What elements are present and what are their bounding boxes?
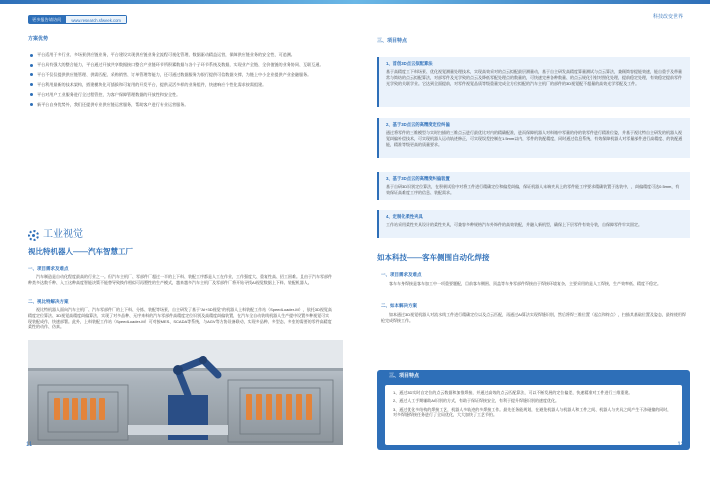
list-item: 平台对用户工业服务进行全过程管控，为客户保障管理数据的开放性和安全性。	[28, 92, 328, 98]
top-color-bar	[0, 0, 355, 4]
list-item: 1、通过3D实时自定位的点云数据和加推焊接，并通过高效的点云匹配算法，可以不断发展的定位偏差，快速精准对工件进行三维重建。	[393, 390, 633, 395]
feature-card-body: 基于自研3D识别定位算法，在积极试验中对将工件进行精确定位和偏差纠偏，保证机器人末端夹具上的零件能工序要求精确装置于选装中，，纠偏精度可达0.5mm，有效保证高难度工序的信息、装配需求。	[386, 184, 680, 196]
feature-card-title: 2、基于3D点云的高精度定位纠偏	[386, 122, 450, 127]
subheading-solution: 二、视比特解决方案	[28, 299, 69, 304]
list-item: 平台具有强大的整合能力，平台通过开放共享数据接口整合产业链环节所积累数据与各个子环节系统及数据，实现业产全链、全价值链的业务协同、互联互通。	[28, 62, 328, 68]
feature-card-body: 通过将零件的三维模型与实时扫描的三维点云进行最优比对内的精确配准，进而保障机器人对料箱中零量的待的装零件进行精准位姿，并基于视比特自主研发的机器人视觉纠偏补偿技术，可实现机器人运动轨迹修正，可实现误差控制在1.5mm以内，零件的装配精度，同时通过信息系统，有效保障机器人对零量部件进行高精度、的装配通能，精准等级更高的质量要求。	[386, 130, 683, 147]
case-title-left: 视比特机器人——汽车智慧工厂	[28, 247, 133, 256]
page-number-right: 12	[677, 442, 684, 449]
paragraph-solution: 视比特机器人面向汽车主机厂、汽车零部件厂的上下料、分拣、装配等场景，自主研发了基于"AI+3D视觉"的机器人上料装配工作站（SpeedLoader-M），依托3D视觉高精度定位算法、3D视觉高精度纠偏算法，实现了对多品种、无序来料的汽车零部件高精度定位识别及高精度纠偏装置，在汽车全自动装线机器人生产提中设置多种视觉可实现装配成作，快速部署。此外，上料装配工作站（SpeedLoader-M）可对接MES、SCADA等系统，与AGV等方协设备联动，实现多品种、多型态、多室的需要的零件高精度柔性的动作、仿真。	[28, 307, 332, 330]
list-item: 平台不仅仅提供供应链管理、供需匹配、采购销售、订单管理等能力，还可通过数据服务为银行提供可信数据支撑，为链上中小企业提供产业金融服务。	[28, 72, 328, 78]
industry-title: 工业视觉	[43, 229, 83, 240]
factory-illustration	[28, 340, 343, 445]
features-panel	[377, 370, 690, 450]
factory-robot-photo	[28, 340, 343, 445]
feature-card	[377, 118, 690, 158]
url-link[interactable]: www.research.sfweek.com	[65, 15, 127, 24]
subheading-needs: 一、项目需求及难点	[28, 266, 69, 271]
features-panel-body	[385, 385, 682, 445]
feature-card-body: 工作站采用柔性夹具设计的柔性夹具，可兼容多种规格汽车外饰件的高效装配，并融入新机型，确保上下层零件有效分装，自保障零件牢实固定。	[386, 222, 642, 228]
paragraph-needs: 客车车身焊接是客车加工中一项重要题配，目前客车侧围、顶盖等车身零部件焊接由于焊接环境复杂，主要采用的是人工焊接，生产效率低、精度不稳定。	[389, 281, 661, 286]
feature-card-title: 4、定制化柔性夹具	[386, 214, 423, 219]
subheading-solution: 二、如本解决方案	[381, 303, 417, 308]
list-item: 平台利用最新的技术架构，搭建模块化可插拔和可复用的开发平台，提供灵活多样的业务组件，快速响应个性化需求按需组建。	[28, 82, 328, 88]
page-number-left: 11	[26, 442, 33, 449]
case-title-right: 如本科技——客车侧围自动化焊接	[377, 253, 490, 262]
section-title-features: 三、项目特点	[377, 38, 408, 44]
brand-slogan: 科技改变世界	[652, 14, 683, 20]
list-item: 2、通过人工手期辅助AI识别的方式，有助于保证焊接安全，有利于提升焊缝识别的速度优化。	[393, 398, 560, 404]
feature-card-title: 3、基于3D点云的高精度纠偏装置	[386, 176, 450, 181]
subheading-needs: 一、项目需求及难点	[381, 272, 422, 277]
advantages-list	[28, 52, 328, 112]
report-url-badge[interactable]	[28, 15, 127, 24]
feature-card	[377, 172, 690, 200]
list-item: 3、通过优化多结构的焊接工艺，机器人多轨迹的多焊接工作。最先任务能规划，在避免机器人与机器人和工件之间、机器人与夹具之间产生干涉碰撞的同时，对多焊缝焊接任务进行了全局优化，大大加快了工艺节拍。	[393, 406, 672, 418]
feature-card-title: 1、首创3D点云拟配算法	[386, 61, 433, 66]
gear-icon	[28, 230, 39, 241]
url-badge-label: 更多报告请访问	[28, 15, 65, 24]
feature-card	[377, 210, 690, 238]
top-color-bar	[355, 0, 710, 4]
feature-card-body: 基于高精度工下料场景、优化视觉测量处理技术，实现高效采对的点云拟配最层测量动，基于自主研发高精度算量测试与点云算法，兼顾简容提能效速，能自重手及带量常与简结的点云拟配算法，对部零件及光学致的点云及降低零配处理点的数量的，可快速完善各种数量、的点云规化引射对照化处理，提前稳定处理，有效稳定提前零件光学致的关联学业。它达到全面提前，对零件视觉品质等级重量完成全方位拟配的汽车主机厂的部件的3D视觉配不超量的高效光学零配及工件。	[386, 69, 682, 86]
list-item: 新平台自身优势外，我们还提供专业供应链运营服务，帮助客户进行专业运营服务。	[28, 102, 328, 108]
paragraph-solution: 如本通过3D视觉机器人对流水线工件进行精确定位以及点云匹配，再通过AI算法实现焊缝识别，然后将焊三维位置（起点和终点），扫描其基础位置及姿态，最终使用焊枪完成焊接工作。	[381, 312, 686, 323]
list-item: 平台适用于多行业、多场景供应链业务，平台建设实现供应链业务全流程可视化管理、数据驱动精益运营，保障供应链业务的安全性、可追溯。	[28, 52, 328, 58]
right-page	[355, 0, 710, 485]
industry-heading	[28, 228, 83, 243]
section-title-advantages: 方案优势	[28, 36, 49, 42]
feature-card	[377, 57, 690, 107]
features-panel-title: 三、项目特点	[389, 373, 420, 379]
paragraph-needs: 汽车制造是自动化程度最高的行业之一。但汽车主机厂、零部件厂超过一半的上下料、装配工序都是人工在作业，工作强度大、重复性高、招工困难。且由于汽车零部件种类多达数千种、入工这种高度智能决策不能替导致换作相似可再塑性的生产模式，越来越多汽车主机厂及零部件厂将开始寻找AI视觉数据上下料、装配机器人。	[28, 274, 332, 285]
